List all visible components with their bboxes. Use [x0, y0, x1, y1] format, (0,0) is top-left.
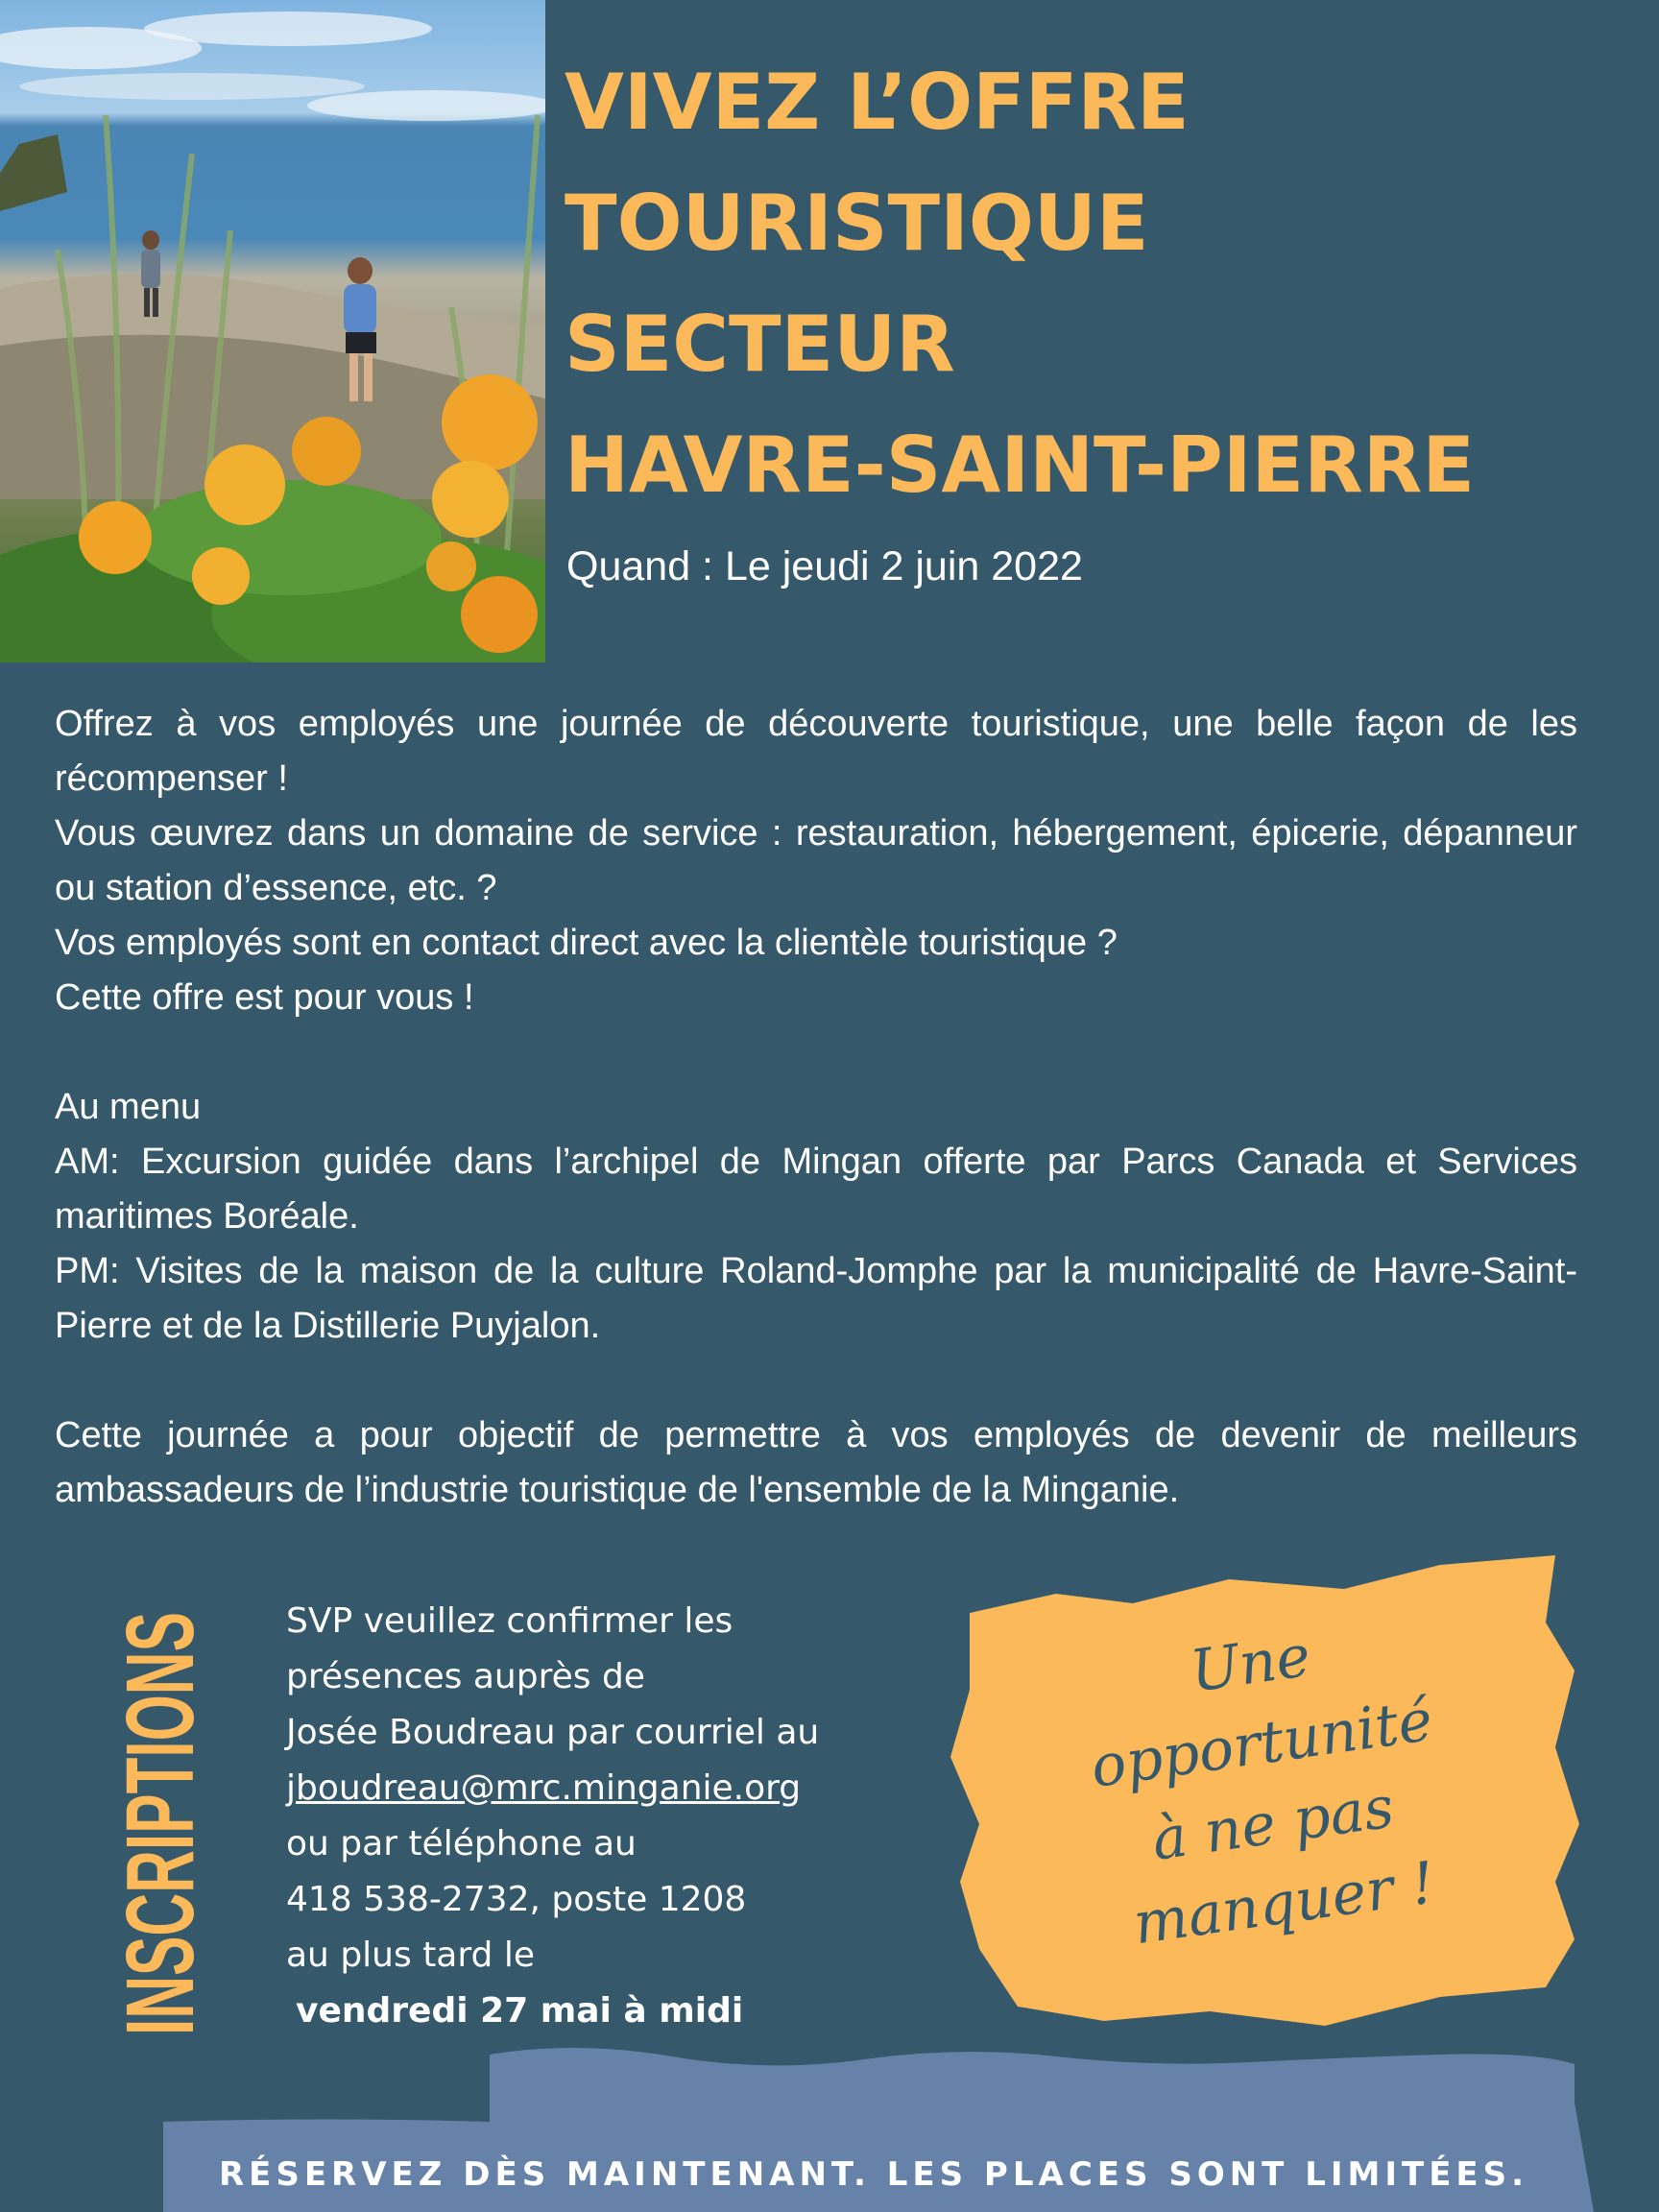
intro-line: Vous œuvrez dans un domaine de service : restauration, hébergement, épicerie, dépanneur ou station d’essence, etc. ?: [55, 813, 1577, 908]
contact-line: Josée Boudreau par courriel au: [286, 1713, 820, 1752]
menu-am: AM: Excursion guidée dans l’archipel de Mingan offerte par Parcs Canada et Services maritimes Boréale.: [55, 1142, 1577, 1237]
slogan-line: manquer !: [1129, 1849, 1439, 1959]
footer-banner-text: RÉSERVEZ DÈS MAINTENANT. LES PLACES SONT LIMITÉES.: [218, 2155, 1529, 2194]
coastal-flowers-illustration: [0, 0, 545, 662]
slogan-line: à ne pas: [1147, 1773, 1399, 1874]
page-title: [565, 42, 1640, 526]
contact-line: au plus tard le: [286, 1936, 535, 1975]
menu-pm: PM: Visites de la maison de la culture Roland-Jomphe par la municipalité de Havre-Saint-Pierre et de la Distillerie Puyjalon.: [55, 1251, 1577, 1346]
spacer: [55, 1354, 1577, 1408]
spacer: [55, 1025, 1577, 1080]
intro-line: Offrez à vos employés une journée de découverte touristique, une belle façon de les récompenser !: [55, 704, 1577, 799]
header-photo: [0, 0, 545, 662]
body-text: [55, 697, 1577, 1518]
inscriptions-label: INSCRIPTIONS: [107, 1612, 214, 2035]
contact-line: SVP veuillez confirmer les: [286, 1601, 733, 1641]
intro-line: Vos employés sont en contact direct avec la clientèle touristique ?: [55, 923, 1118, 963]
contact-info: [286, 1594, 901, 2039]
slogan-line: Une: [1186, 1622, 1315, 1706]
slogan-line: opportunité: [1087, 1686, 1437, 1801]
title-line: TOURISTIQUE: [565, 179, 1149, 268]
menu-heading: Au menu: [55, 1087, 202, 1127]
contact-line: ou par téléphone au: [286, 1824, 637, 1863]
intro-line: Cette offre est pour vous !: [55, 977, 474, 1018]
deadline: vendredi 27 mai à midi: [296, 1991, 744, 2031]
event-date: Quand : Le jeudi 2 juin 2022: [566, 543, 1083, 589]
email-link[interactable]: jboudreau@mrc.minganie.org: [286, 1768, 802, 1808]
title-line: VIVEZ L’OFFRE: [565, 58, 1190, 147]
objective-text: Cette journée a pour objectif de permettre à vos employés de devenir de meilleurs ambassadeurs de l’industrie touristique de l'ensemble de la Minganie.: [55, 1415, 1577, 1510]
phone-number: 418 538-2732, poste 1208: [286, 1880, 747, 1919]
title-line: HAVRE-SAINT-PIERRE: [565, 421, 1475, 510]
contact-line: présences auprès de: [286, 1657, 645, 1696]
title-line: SECTEUR: [565, 300, 955, 389]
